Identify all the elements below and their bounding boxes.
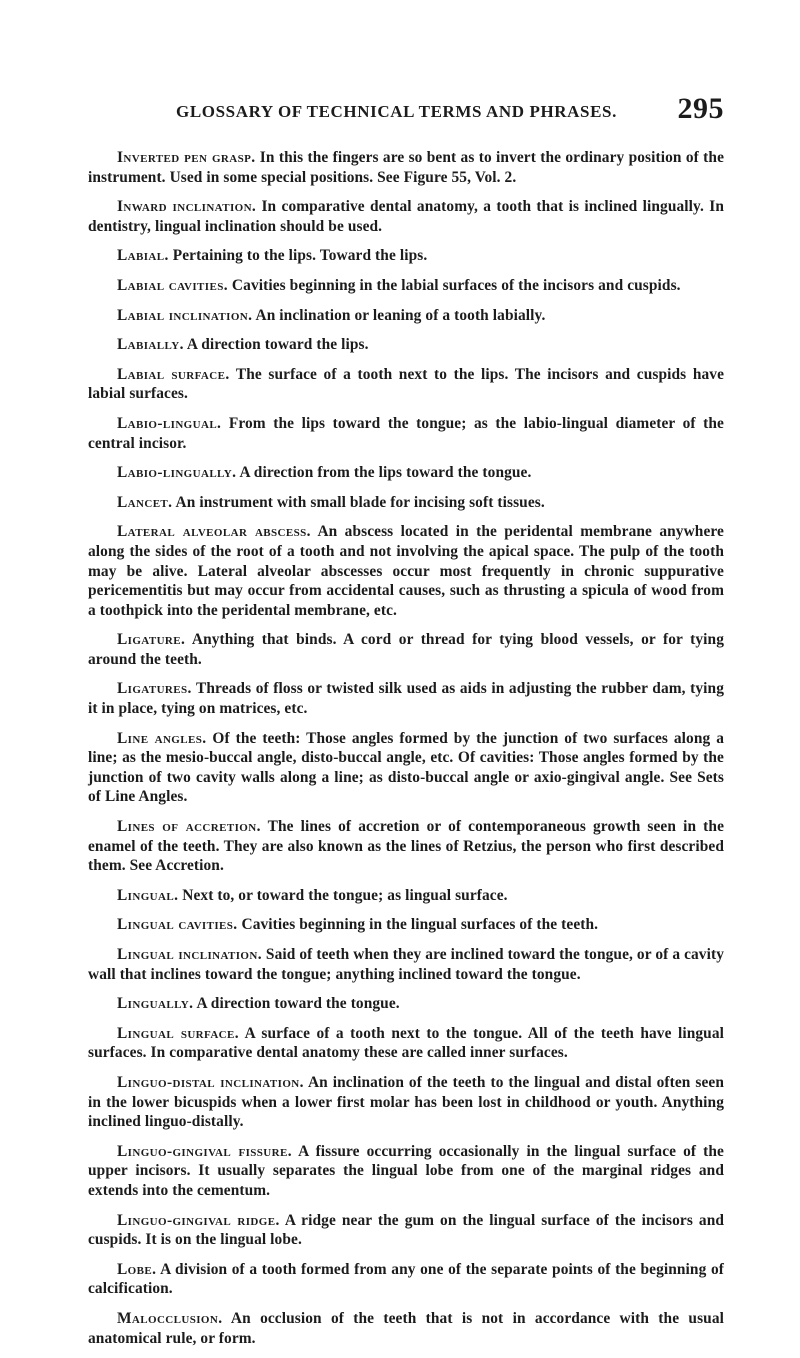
glossary-term: Lancet. xyxy=(117,493,173,511)
page-number: 295 xyxy=(677,92,724,125)
glossary-definition: Threads of floss or twisted silk used as aids in adjusting the rubber dam, tying it in place, tying on matrices, etc. xyxy=(88,680,724,718)
glossary-definition: A direction from the lips toward the tongue. xyxy=(236,464,532,482)
glossary-term: Inward inclination. xyxy=(117,198,257,216)
glossary-definition: In this the fingers are so bent as to invert the ordinary position of the instrument. Used in some special positions. See Figure 55, Vol. 2. xyxy=(88,149,724,186)
glossary-term: Ligature. xyxy=(117,631,186,649)
page-header xyxy=(176,92,724,132)
glossary-definition: Pertaining to the lips. Toward the lips. xyxy=(168,247,428,265)
glossary-definition: Anything that binds. A cord or thread for tying blood vessels, or for tying around the teeth. xyxy=(88,631,724,668)
glossary-definition: Said of teeth when they are inclined toward the tongue, or of a cavity wall that inclines toward the tongue; anything inclined toward the tongue. xyxy=(88,946,724,983)
glossary-entry xyxy=(88,1073,724,1132)
glossary-definition: An instrument with small blade for incising soft tissues. xyxy=(172,493,545,511)
glossary-entry xyxy=(88,463,724,483)
glossary-definition: The surface of a tooth next to the lips. The incisors and cuspids have labial surfaces. xyxy=(88,365,725,403)
glossary-term: Ligatures. xyxy=(117,680,192,698)
glossary-definition: An abscess located in the peridental membrane anywhere along the sides of the root of a tooth and not involving the apical space. The pulp of the tooth may be alive. Lateral alveolar abscesses occur most frequently in chronic suppurative pericementitis but may occur from accidental causes, such as thrusting a spicula of wood from a toothpick into the peridental membrane, etc. xyxy=(88,523,724,619)
glossary-definition: From the lips toward the tongue; as the labio-lingual diameter of the central incisor. xyxy=(88,414,724,452)
glossary-term: Linguo-distal inclination. xyxy=(117,1073,304,1091)
glossary-definition: An inclination or leaning of a tooth labially. xyxy=(252,306,546,324)
glossary-entry xyxy=(88,1309,724,1348)
glossary-term: Labial inclination. xyxy=(117,306,253,324)
glossary-term: Line angles. xyxy=(117,729,207,747)
glossary-entry xyxy=(88,197,724,236)
glossary-entry xyxy=(88,886,724,906)
glossary-entry xyxy=(88,1024,724,1063)
glossary-entry xyxy=(88,276,724,296)
glossary-entry xyxy=(88,679,724,718)
glossary-term: Linguo-gingival fissure. xyxy=(117,1142,292,1160)
glossary-entry xyxy=(88,365,724,404)
running-head: GLOSSARY OF TECHNICAL TERMS AND PHRASES. xyxy=(176,102,617,121)
glossary-definition: A direction toward the tongue. xyxy=(193,995,400,1013)
glossary-definition: Cavities beginning in the labial surfaces of the incisors and cuspids. xyxy=(227,276,681,294)
glossary-term: Malocclusion. xyxy=(117,1309,223,1327)
glossary-entry xyxy=(88,522,724,620)
glossary-entry xyxy=(88,729,724,807)
glossary-entry xyxy=(88,306,724,326)
glossary-definition: In comparative dental anatomy, a tooth that is inclined lingually. In dentistry, lingual inclination should be used. xyxy=(88,198,724,235)
glossary-term: Lines of accretion. xyxy=(117,818,261,836)
glossary-entry xyxy=(88,915,724,935)
glossary-definition: A ridge near the gum on the lingual surface of the incisors and cuspids. It is on the lingual lobe. xyxy=(88,1211,725,1249)
glossary-term: Lateral alveolar abscess. xyxy=(117,523,311,541)
glossary-term: Labial. xyxy=(117,247,169,265)
glossary-entry xyxy=(88,1211,724,1250)
glossary-entry xyxy=(88,945,724,984)
glossary-term: Lingual cavities. xyxy=(117,916,238,934)
glossary-definition: Cavities beginning in the lingual surfaces of the teeth. xyxy=(237,916,599,934)
glossary-term: Linguo-gingival ridge. xyxy=(117,1211,280,1229)
glossary-entry xyxy=(88,493,724,513)
glossary-term: Lobe. xyxy=(117,1260,157,1278)
glossary-term: Labial surface. xyxy=(117,365,230,383)
glossary-entry xyxy=(88,414,724,453)
glossary-term: Lingual. xyxy=(117,886,179,904)
glossary-term: Lingual surface. xyxy=(117,1024,240,1042)
glossary-definition: A surface of a tooth next to the tongue. All of the teeth have lingual surfaces. In comparative dental anatomy these are called inner surfaces. xyxy=(88,1024,725,1062)
glossary-entry xyxy=(88,335,724,355)
glossary-definition: A fissure occurring occasionally in the lingual surface of the upper incisors. It usually separates the lingual lobe from one of the marginal ridges and extends into the cementum. xyxy=(88,1142,724,1199)
glossary-entry xyxy=(88,148,724,187)
glossary-term: Labio-lingually. xyxy=(117,464,237,482)
glossary-definition: Of the teeth: Those angles formed by the junction of two surfaces along a line; as the mesio-buccal angle, disto-buccal angle, etc. Of cavities: Those angles formed by the junction of two cavity walls along a line; as disto-buccal angle or axio-gingival angle. See Sets of Line Angles. xyxy=(88,729,724,806)
glossary-entries xyxy=(88,148,724,1358)
glossary-definition: A division of a tooth formed from any one of the separate points of the beginning of calcification. xyxy=(88,1260,724,1298)
glossary-definition: An inclination of the teeth to the lingual and distal often seen in the lower bicuspids when a lower first molar has been lost in childhood or youth. Anything inclined linguo-distally. xyxy=(88,1073,724,1131)
glossary-entry xyxy=(88,630,724,669)
glossary-term: Inverted pen grasp. xyxy=(117,149,256,166)
glossary-definition: An occlusion of the teeth that is not in accordance with the usual anatomical rule, or form. xyxy=(88,1309,724,1347)
glossary-term: Lingually. xyxy=(117,995,194,1013)
glossary-definition: Next to, or toward the tongue; as lingual surface. xyxy=(178,886,508,904)
glossary-entry xyxy=(88,246,724,266)
glossary-entry xyxy=(88,994,724,1014)
glossary-term: Labially. xyxy=(117,336,184,354)
glossary-term: Lingual inclination. xyxy=(117,946,262,963)
glossary-definition: A direction toward the lips. xyxy=(183,336,369,354)
glossary-entry xyxy=(88,1142,724,1201)
glossary-entry xyxy=(88,1260,724,1299)
glossary-entry xyxy=(88,817,724,876)
glossary-term: Labial cavities. xyxy=(117,276,228,294)
glossary-term: Labio-lingual. xyxy=(117,414,222,432)
glossary-definition: The lines of accretion or of contemporaneous growth seen in the enamel of the teeth. They are also known as the lines of Retzius, the person who first described them. See Accretion. xyxy=(88,818,725,875)
